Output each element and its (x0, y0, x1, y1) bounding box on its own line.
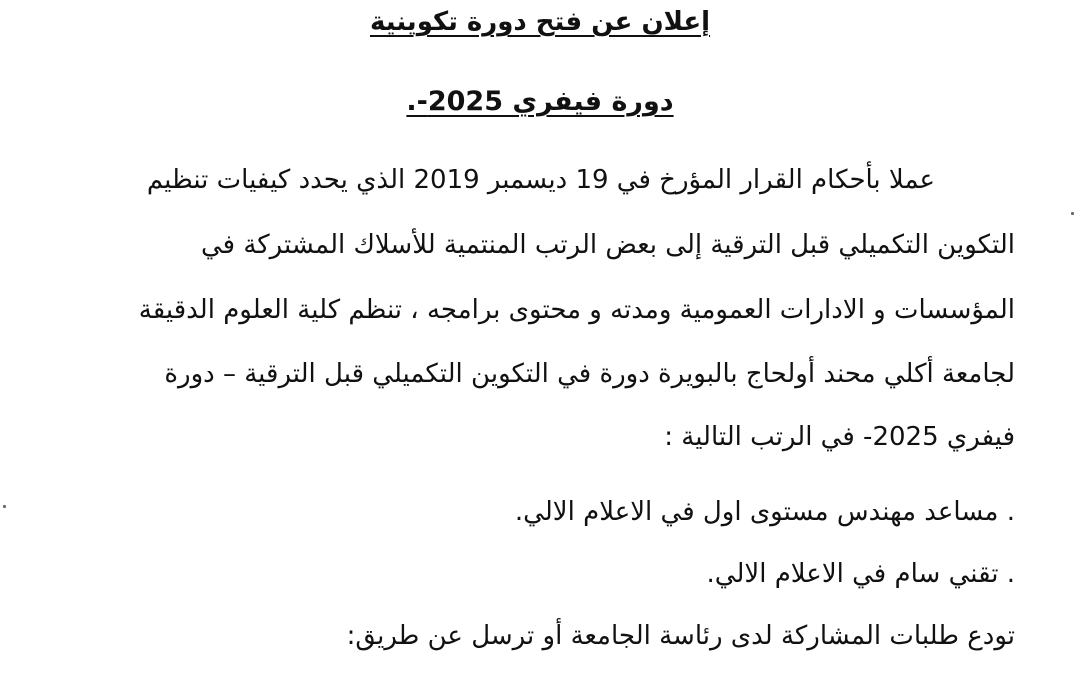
rank-item-1: . مساعد مهندس مستوى اول في الاعلام الالي. (514, 497, 1015, 527)
announcement-title (0, 2, 1080, 42)
paragraph-line-2: التكوين التكميلي قبل الترقية إلى بعض الرتب المنتمية للأسلاك المشتركة في (200, 230, 1015, 260)
paragraph-line-3: المؤسسات و الادارات العمومية ومدته و محتوى برامجه ، تنظم كلية العلوم الدقيقة (138, 295, 1015, 325)
paragraph-line-4: لجامعة أكلي محند أولحاج بالبويرة دورة في التكوين التكميلي قبل الترقية – دورة (164, 359, 1015, 389)
session-subtitle-text: دورة فيفري 2025-. (406, 86, 674, 117)
scan-speck (3, 505, 6, 508)
paragraph-line-5: فيفري 2025- في الرتب التالية : (664, 422, 1015, 452)
announcement-title-text: إعلان عن فتح دورة تكوينية (369, 7, 711, 37)
closing-line: تودع طلبات المشاركة لدى رئاسة الجامعة أو ترسل عن طريق: (346, 621, 1015, 651)
paragraph-line-1: عملا بأحكام القرار المؤرخ في 19 ديسمبر 2019 الذي يحدد كيفيات تنظيم (146, 165, 935, 195)
scan-speck (1071, 212, 1074, 215)
session-subtitle (0, 82, 1080, 122)
rank-item-2: . تقني سام في الاعلام الالي. (706, 559, 1015, 589)
